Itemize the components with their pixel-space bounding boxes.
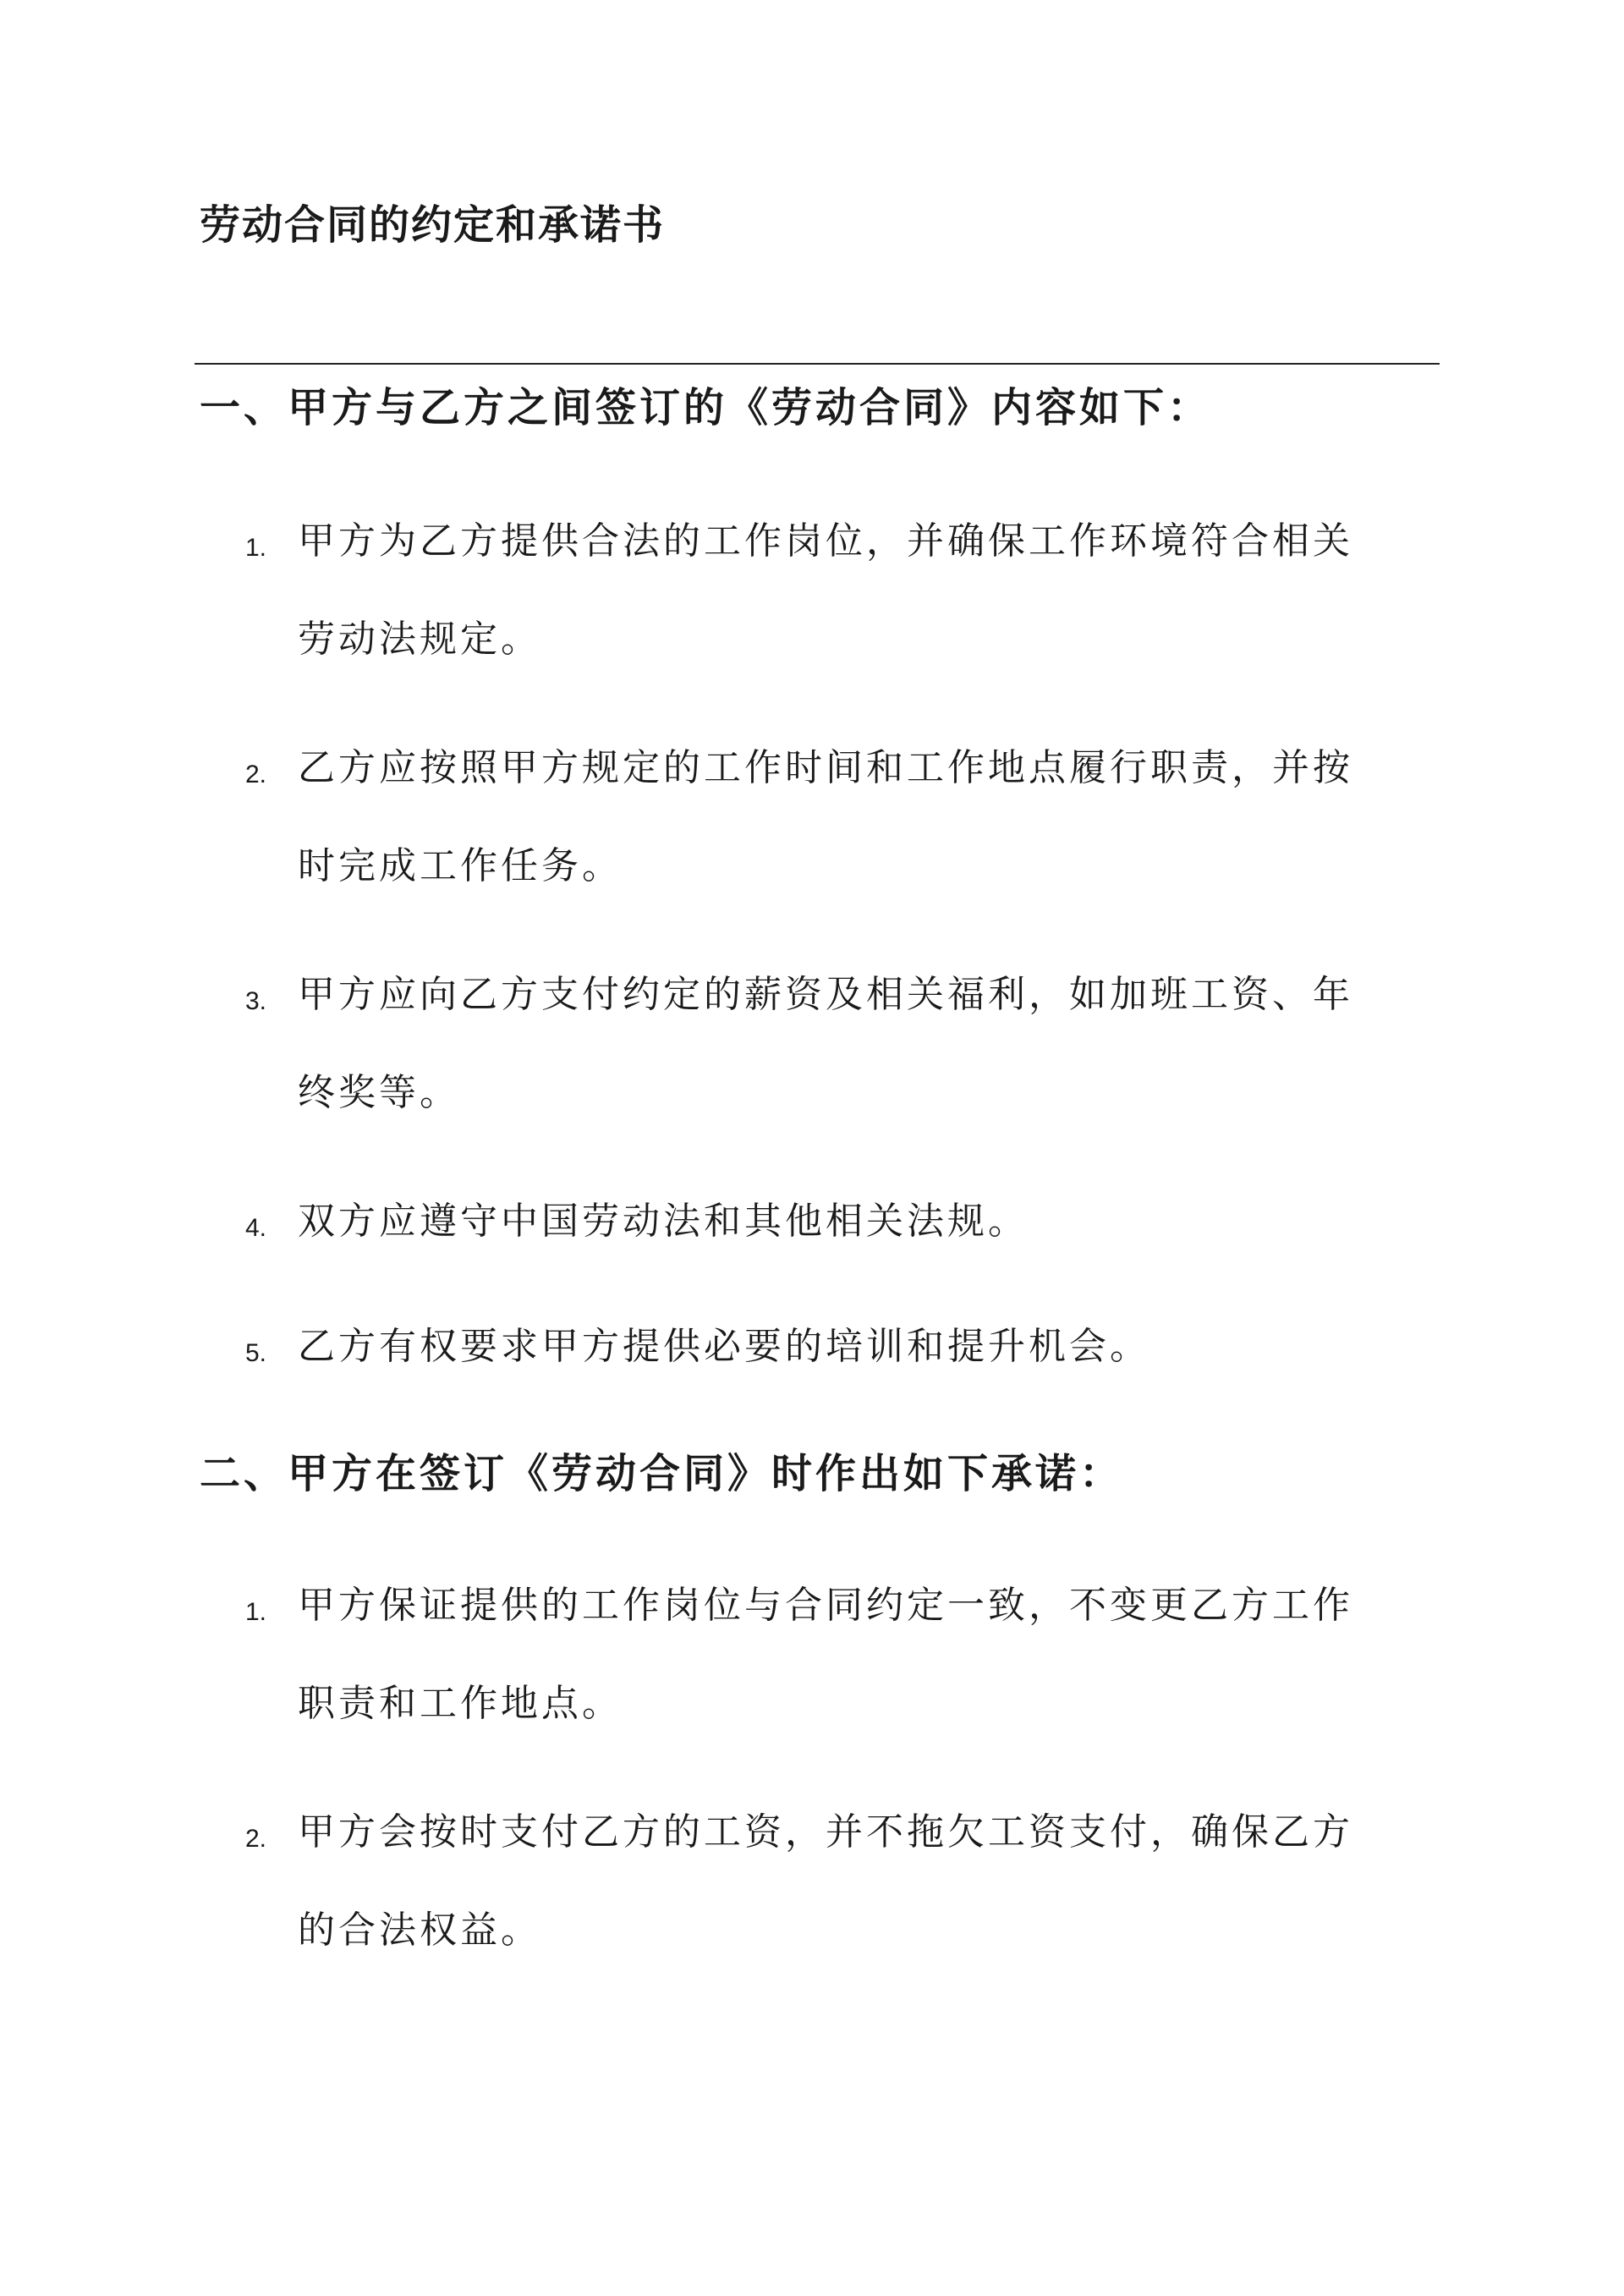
list-item-text: 甲方保证提供的工作岗位与合同约定一致，不变更乙方工作 — [298, 1584, 1353, 1627]
list-item-text: 职责和工作地点。 — [298, 1682, 623, 1725]
list-item-number: 1. — [245, 534, 267, 562]
list-item-text: 乙方应按照甲方规定的工作时间和工作地点履行职责，并按 — [298, 746, 1353, 789]
list-item-text: 时完成工作任务。 — [298, 844, 623, 887]
section-heading-2: 二、甲方在签订《劳动合同》时作出如下承诺： — [200, 1450, 1124, 1497]
list-item-number: 1. — [245, 1598, 267, 1626]
list-item-text: 甲方会按时支付乙方的工资，并不拖欠工资支付，确保乙方 — [298, 1810, 1353, 1854]
list-item-text: 双方应遵守中国劳动法和其他相关法规。 — [298, 1200, 1029, 1243]
list-item-number: 4. — [245, 1214, 267, 1242]
list-item-text: 的合法权益。 — [298, 1909, 541, 1952]
list-item-text: 乙方有权要求甲方提供必要的培训和提升机会。 — [298, 1325, 1150, 1368]
list-item-number: 2. — [245, 1825, 267, 1853]
list-item-text: 甲方为乙方提供合法的工作岗位，并确保工作环境符合相关 — [298, 519, 1353, 563]
list-item-text: 甲方应向乙方支付约定的薪资及相关福利，如加班工资、年 — [298, 973, 1353, 1016]
title-divider — [195, 363, 1440, 365]
list-item-text: 劳动法规定。 — [298, 618, 541, 661]
list-item-text: 终奖等。 — [298, 1071, 460, 1114]
document-title: 劳动合同的约定和承诺书 — [200, 201, 666, 249]
section-heading-1: 一、甲方与乙方之间签订的《劳动合同》内容如下： — [200, 384, 1212, 431]
list-item-number: 3. — [245, 987, 267, 1015]
list-item-number: 2. — [245, 761, 267, 788]
list-item-number: 5. — [245, 1339, 267, 1367]
